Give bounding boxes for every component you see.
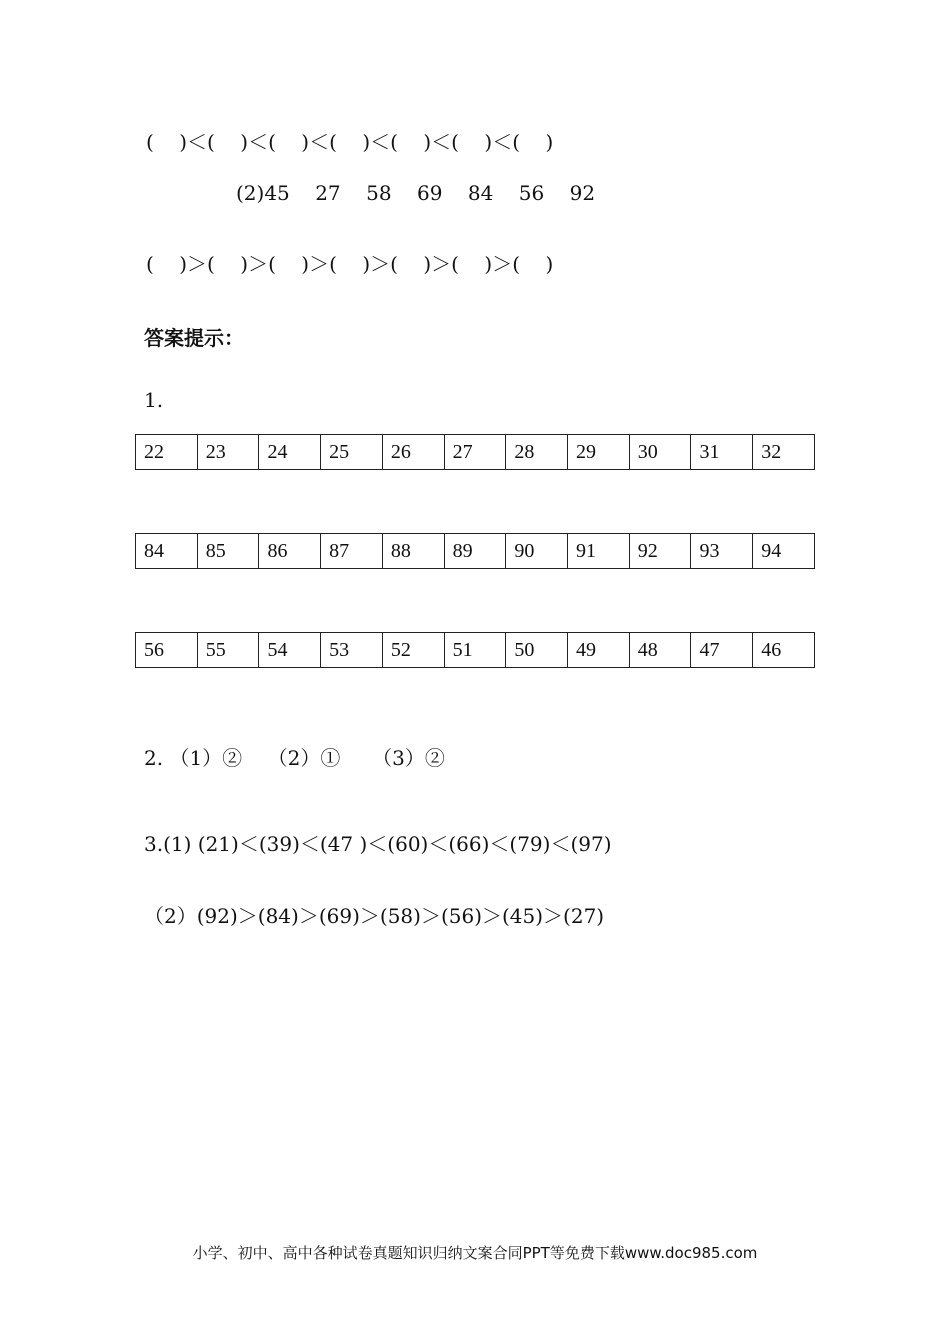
answers-heading: 答案提示：: [144, 326, 244, 350]
number-table-1: [135, 434, 815, 470]
table-cell: 56: [136, 633, 198, 668]
table-cell: 30: [629, 435, 691, 470]
table-cell: 24: [259, 435, 321, 470]
table-cell: 88: [382, 534, 444, 569]
q3-answer-part1: 3.(1) (21)＜(39)＜(47 )＜(60)＜(66)＜(79)＜(97): [144, 832, 612, 856]
table-cell: 27: [444, 435, 506, 470]
q2-answer: 2. （1）② （2）① （3）②: [144, 746, 445, 770]
table-cell: 25: [321, 435, 383, 470]
part2-numbers: (2)45 27 58 69 84 56 92: [236, 181, 596, 205]
table-cell: 87: [321, 534, 383, 569]
table-cell: 86: [259, 534, 321, 569]
table-cell: 32: [753, 435, 815, 470]
table-cell: 94: [753, 534, 815, 569]
table-cell: 28: [506, 435, 568, 470]
table-cell: 52: [382, 633, 444, 668]
q3-answer-part2: （2）(92)＞(84)＞(69)＞(58)＞(56)＞(45)＞(27): [144, 904, 605, 928]
table-cell: 91: [568, 534, 630, 569]
table-cell: 89: [444, 534, 506, 569]
table-row: [136, 534, 815, 569]
table-cell: 48: [629, 633, 691, 668]
table-cell: 90: [506, 534, 568, 569]
table-cell: 51: [444, 633, 506, 668]
table-cell: 92: [629, 534, 691, 569]
table-cell: 47: [691, 633, 753, 668]
blank-row-ascending: ( )＜( )＜( )＜( )＜( )＜( )＜( ): [146, 130, 554, 154]
q1-label: 1.: [144, 388, 164, 412]
table-cell: 55: [197, 633, 259, 668]
footer-text: 小学、初中、高中各种试卷真题知识归纳文案合同PPT等免费下载www.doc985.com: [192, 1244, 758, 1262]
table-cell: 31: [691, 435, 753, 470]
table-cell: 22: [136, 435, 198, 470]
table-cell: 50: [506, 633, 568, 668]
table-cell: 53: [321, 633, 383, 668]
table-cell: 26: [382, 435, 444, 470]
table-row: [136, 633, 815, 668]
table-cell: 29: [568, 435, 630, 470]
table-cell: 54: [259, 633, 321, 668]
table-cell: 93: [691, 534, 753, 569]
table-cell: 49: [568, 633, 630, 668]
table-cell: 46: [753, 633, 815, 668]
table-cell: 23: [197, 435, 259, 470]
table-cell: 84: [136, 534, 198, 569]
table-row: [136, 435, 815, 470]
table-cell: 85: [197, 534, 259, 569]
blank-row-descending: ( )＞( )＞( )＞( )＞( )＞( )＞( ): [146, 252, 554, 276]
number-table-2: [135, 533, 815, 569]
number-table-3: [135, 632, 815, 668]
